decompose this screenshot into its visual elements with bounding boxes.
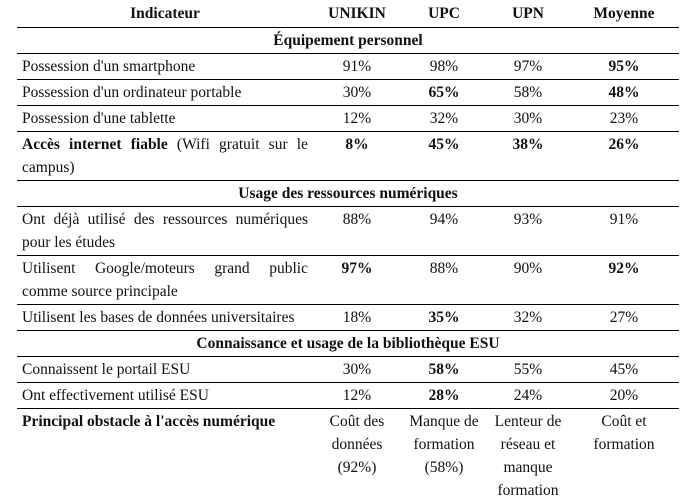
table-row bbox=[17, 106, 679, 132]
cell-upc: 58% bbox=[401, 357, 487, 383]
table-body bbox=[17, 28, 679, 504]
cell-upc: 35% bbox=[401, 305, 487, 331]
cell-upc: 28% bbox=[401, 383, 487, 409]
row-label bbox=[17, 54, 313, 80]
row-label-text: Connaissent le portail ESU bbox=[22, 361, 191, 378]
section-row bbox=[17, 181, 679, 207]
table-row bbox=[17, 256, 679, 305]
cell-moyenne: 95% bbox=[569, 54, 679, 80]
cell-unikin: 12% bbox=[313, 106, 401, 132]
cell-unikin: 12% bbox=[313, 383, 401, 409]
cell-upn: 32% bbox=[487, 305, 569, 331]
cell-upn: 58% bbox=[487, 80, 569, 106]
row-label-text: Utilisent Google/moteurs grand public comme source principale bbox=[22, 260, 308, 300]
cell-moyenne: 92% bbox=[569, 256, 679, 305]
cell-upc: 88% bbox=[401, 256, 487, 305]
indicator-table bbox=[17, 1, 679, 503]
table-row bbox=[17, 357, 679, 383]
row-label-text: Possession d'un smartphone bbox=[22, 58, 196, 75]
row-label-bold: Accès internet fiable bbox=[22, 136, 168, 153]
cell-upc: 32% bbox=[401, 106, 487, 132]
row-label-text: Utilisent les bases de données universitaires bbox=[22, 309, 295, 326]
row-label bbox=[17, 80, 313, 106]
cell-unikin: 91% bbox=[313, 54, 401, 80]
cell-moyenne: 20% bbox=[569, 383, 679, 409]
header-moyenne: Moyenne bbox=[569, 1, 679, 28]
cell-moyenne: 26% bbox=[569, 132, 679, 181]
cell-unikin: 18% bbox=[313, 305, 401, 331]
row-label bbox=[17, 383, 313, 409]
section-row bbox=[17, 331, 679, 357]
obstacle-cell-unikin: Coût des données (92%) bbox=[329, 413, 385, 476]
row-label bbox=[17, 207, 313, 256]
cell-upn: 97% bbox=[487, 54, 569, 80]
table-row bbox=[17, 80, 679, 106]
row-label-text: (Wifi gratuit sur le campus) bbox=[22, 136, 308, 176]
row-label bbox=[17, 357, 313, 383]
header-row bbox=[17, 1, 679, 28]
table-row bbox=[17, 132, 679, 181]
obstacle-cell-upc: Manque de formation (58%) bbox=[409, 413, 479, 476]
table-row bbox=[17, 54, 679, 80]
row-label-text: Possession d'un ordinateur portable bbox=[22, 84, 242, 101]
table-row bbox=[17, 207, 679, 256]
obstacle-label: Principal obstacle à l'accès numérique bbox=[22, 413, 276, 430]
row-label bbox=[17, 106, 313, 132]
cell-unikin: 30% bbox=[313, 357, 401, 383]
header-unikin: UNIKIN bbox=[313, 1, 401, 28]
obstacle-row bbox=[17, 409, 679, 504]
header-upn: UPN bbox=[487, 1, 569, 28]
cell-unikin: 97% bbox=[313, 256, 401, 305]
section-title: Connaissance et usage de la bibliothèque ESU bbox=[17, 331, 679, 357]
header-indicateur: Indicateur bbox=[17, 1, 313, 28]
cell-moyenne: 23% bbox=[569, 106, 679, 132]
row-label-text: Possession d'une tablette bbox=[22, 110, 176, 127]
header-upc: UPC bbox=[401, 1, 487, 28]
row-label bbox=[17, 305, 313, 331]
cell-upc: 94% bbox=[401, 207, 487, 256]
cell-upc: 98% bbox=[401, 54, 487, 80]
row-label-text: Ont effectivement utilisé ESU bbox=[22, 387, 209, 404]
cell-unikin: 30% bbox=[313, 80, 401, 106]
section-title: Usage des ressources numériques bbox=[17, 181, 679, 207]
table-row bbox=[17, 383, 679, 409]
cell-moyenne: 45% bbox=[569, 357, 679, 383]
cell-upn: 90% bbox=[487, 256, 569, 305]
table-row bbox=[17, 305, 679, 331]
row-label bbox=[17, 256, 313, 305]
cell-upn: 93% bbox=[487, 207, 569, 256]
cell-upc: 45% bbox=[401, 132, 487, 181]
row-label-text: Ont déjà utilisé des ressources numériques pour les études bbox=[22, 211, 308, 251]
cell-unikin: 88% bbox=[313, 207, 401, 256]
cell-upn: 24% bbox=[487, 383, 569, 409]
cell-upn: 30% bbox=[487, 106, 569, 132]
obstacle-cell-moyenne: Coût et formation bbox=[593, 413, 655, 453]
cell-moyenne: 27% bbox=[569, 305, 679, 331]
cell-upn: 38% bbox=[487, 132, 569, 181]
cell-moyenne: 91% bbox=[569, 207, 679, 256]
row-label bbox=[17, 132, 313, 181]
cell-unikin: 8% bbox=[313, 132, 401, 181]
section-title: Équipement personnel bbox=[17, 28, 679, 54]
cell-upc: 65% bbox=[401, 80, 487, 106]
section-row bbox=[17, 28, 679, 54]
cell-moyenne: 48% bbox=[569, 80, 679, 106]
obstacle-cell-upn: Lenteur de réseau et manque formation bbox=[494, 413, 562, 499]
cell-upn: 55% bbox=[487, 357, 569, 383]
